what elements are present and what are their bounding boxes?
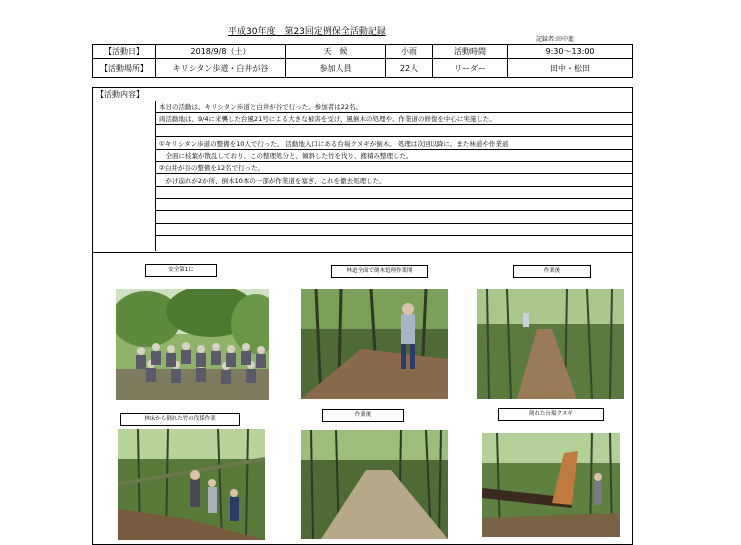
- content-line: [156, 224, 633, 236]
- place-label: 【活動場所】: [93, 59, 156, 78]
- content-line: 全面に枝葉が散乱しており、この整理処分と、傾斜した竹を伐り、搬積み整理した。: [156, 150, 633, 162]
- page-title: 平成30年度 第23回定例保全活動記録: [228, 27, 386, 37]
- photo-caption-2: 林道全面で倒木処理作業開: [331, 265, 428, 278]
- participants-label: 参加人員: [286, 59, 386, 78]
- content-line: ②白井が谷の整備を12名で行った。: [156, 162, 633, 174]
- weather-label: 天 候: [286, 45, 386, 59]
- content-line: 本日の活動は、キリシタン歩道と白井が谷で行った。参加者は22名。: [156, 101, 633, 113]
- leader-label: リーダー: [433, 59, 508, 78]
- photo-caption-4: 林床から倒れた竹の伐採作業: [120, 413, 240, 426]
- content-line: [156, 199, 633, 211]
- date-label: 【活動日】: [93, 45, 156, 59]
- leader-value: 田中・松田: [508, 59, 633, 78]
- time-label: 活動時間: [433, 45, 508, 59]
- content-line: [156, 212, 633, 224]
- content-line: がけ崩れが2か所、倒木10本の一部が作業道を塞ぎ、これを徹去処理した。: [156, 175, 633, 187]
- content-line: [156, 237, 633, 249]
- content-line: [156, 187, 633, 199]
- photo-caption-5: 作業後: [322, 409, 404, 422]
- photo-caption-6: 倒れた台場クヌギ: [498, 408, 604, 421]
- activity-info-table: [92, 44, 633, 78]
- content-line: [156, 125, 633, 137]
- after-work-photo-1: [477, 289, 624, 399]
- recorder-name: 記録者:田中進: [536, 36, 575, 43]
- bamboo-cutting-photo: [118, 429, 265, 540]
- photo-caption-3: 作業後: [513, 265, 591, 278]
- time-value: 9:30～13:00: [508, 45, 633, 59]
- participants-value: 22人: [386, 59, 433, 78]
- weather-value: 小雨: [386, 45, 433, 59]
- content-label: 【活動内容】: [96, 90, 144, 99]
- photo-caption-1: 安全第1に: [145, 264, 217, 277]
- content-lines: [155, 101, 633, 251]
- fallen-oak-photo: [482, 433, 620, 537]
- after-work-photo-2: [301, 430, 448, 539]
- group-photo: [116, 289, 269, 400]
- place-value: キリシタン歩道・白井が谷: [156, 59, 286, 78]
- content-line: ①キリシタン歩道の整備を10人で行った。 活動地入口にある台場クヌギが倒木。 処理は次回以降に。また林道や作業道: [156, 138, 633, 150]
- content-line: 両活動地は、9/4に来襲した台風21号による大きな被害を受け、風倒木の処理や、作業道の修復を中心に実施した。: [156, 113, 633, 125]
- forest-road-photo: [301, 289, 448, 399]
- date-value: 2018/9/8（土）: [156, 45, 286, 59]
